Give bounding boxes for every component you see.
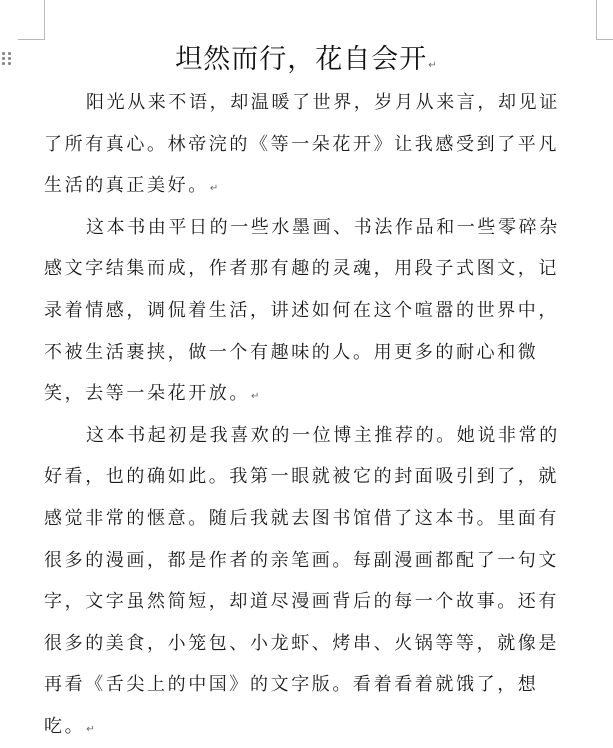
paragraph-3-line-7: 再看《舌尖上的中国》的文字版。看着看着就饿了，想 xyxy=(44,674,539,696)
document-body[interactable] xyxy=(44,82,596,748)
crop-mark-top-left-vertical xyxy=(44,0,45,40)
paragraph-3-line-4: 很多的漫画，都是作者的亲笔画。每副漫画都配了一句文 xyxy=(44,549,559,571)
paragraph-3-line-1: 这本书起初是我喜欢的一位博主推荐的。她说非常的 xyxy=(86,424,560,446)
paragraph-2-line-4: 不被生活裹挟，做一个有趣味的人。用更多的耐心和微 xyxy=(44,341,539,363)
paragraph-3-line-3: 感觉非常的惬意。随后我就去图书馆借了这本书。里面有 xyxy=(44,507,559,529)
paragraph-mark-icon: ↵ xyxy=(251,391,260,403)
paragraph-3-line-2: 好看，也的确如此。我第一眼就被它的封面吸引到了，就 xyxy=(44,466,559,488)
paragraph-3-line-8: 吃。↵ xyxy=(44,715,95,737)
paragraph-2-line-2: 感文字结集而成，作者那有趣的灵魂，用段子式图文，记 xyxy=(44,258,559,280)
document-title-line[interactable] xyxy=(0,40,613,86)
paragraph-1-line-3: 生活的真正美好。↵ xyxy=(44,175,219,197)
paragraph-3-line-5: 字，文字虽然简短，却道尽漫画背后的每一个故事。还有 xyxy=(44,591,559,613)
paragraph-mark-icon: ↵ xyxy=(209,183,219,195)
paragraph-3-line-6: 很多的美食，小笼包、小龙虾、烤串、火锅等等，就像是 xyxy=(44,632,559,654)
paragraph-mark-icon: ↵ xyxy=(86,723,95,735)
crop-mark-top-right-vertical xyxy=(596,0,597,40)
paragraph-2-line-3: 录着情感，调侃着生活，讲述如何在这个喧嚣的世界中， xyxy=(44,299,559,321)
paragraph-1-line-2: 了所有真心。林帝浣的《等一朵花开》让我感受到了平凡 xyxy=(44,133,559,155)
paragraph-2-line-1: 这本书由平日的一些水墨画、书法作品和一些零碎杂 xyxy=(86,216,560,238)
paragraph-1-line-1: 阳光从来不语，却温暖了世界，岁月从来言，却见证 xyxy=(86,92,560,113)
paragraph-mark-icon: ↵ xyxy=(428,60,438,71)
document-title: 坦然而行，花自会开 xyxy=(175,44,428,75)
paragraph-2-line-5: 笑，去等一朵花开放。↵ xyxy=(44,383,260,405)
